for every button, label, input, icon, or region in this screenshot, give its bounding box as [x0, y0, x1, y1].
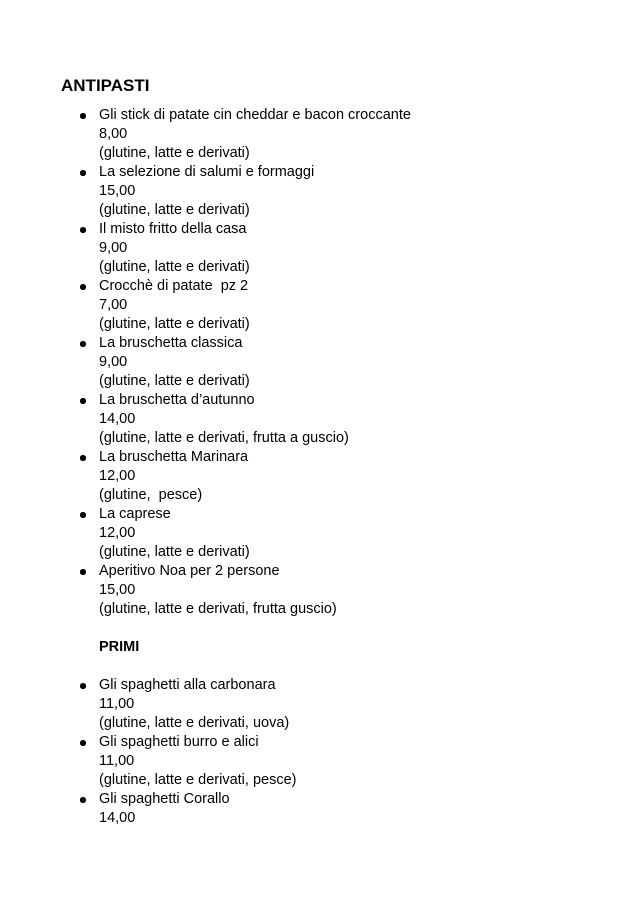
item-price: 8,00 [99, 126, 128, 142]
section-title-antipasti: ANTIPASTI [61, 76, 150, 95]
list-item [0, 220, 640, 277]
list-item [0, 448, 640, 505]
list-item [0, 562, 640, 619]
item-allergens: (glutine, latte e derivati) [99, 202, 250, 218]
item-allergens: (glutine, latte e derivati) [99, 259, 250, 275]
section-title-primi: PRIMI [99, 639, 140, 655]
item-name: La bruschetta d’autunno [99, 392, 255, 408]
list-item [0, 505, 640, 562]
item-allergens: (glutine, latte e derivati) [99, 544, 250, 560]
list-item [0, 733, 640, 790]
item-name: La bruschetta Marinara [99, 449, 249, 465]
bullet-icon [80, 170, 86, 176]
list-item [0, 106, 640, 163]
bullet-icon [80, 683, 86, 689]
item-price: 9,00 [99, 354, 128, 370]
item-name: La caprese [99, 506, 171, 522]
item-name: Gli spaghetti burro e alici [99, 734, 259, 750]
item-name: Crocchè di patate pz 2 [99, 278, 249, 294]
bullet-icon [80, 227, 86, 233]
item-price: 14,00 [99, 810, 136, 826]
bullet-icon [80, 341, 86, 347]
item-allergens: (glutine, latte e derivati, frutta a guscio) [99, 430, 349, 446]
list-item [0, 334, 640, 391]
item-allergens: (glutine, latte e derivati) [99, 145, 250, 161]
item-price: 12,00 [99, 468, 136, 484]
list-item [0, 391, 640, 448]
primi-list [0, 676, 640, 828]
list-item [0, 163, 640, 220]
item-name: La bruschetta classica [99, 335, 243, 351]
item-price: 15,00 [99, 183, 136, 199]
item-price: 9,00 [99, 240, 128, 256]
bullet-icon [80, 398, 86, 404]
item-price: 12,00 [99, 525, 136, 541]
bullet-icon [80, 284, 86, 290]
item-name: La selezione di salumi e formaggi [99, 164, 315, 180]
item-price: 15,00 [99, 582, 136, 598]
item-name: Aperitivo Noa per 2 persone [99, 563, 280, 579]
list-item [0, 277, 640, 334]
item-allergens: (glutine, latte e derivati, frutta guscio) [99, 601, 337, 617]
list-item [0, 790, 640, 828]
item-name: Il misto fritto della casa [99, 221, 247, 237]
item-allergens: (glutine, latte e derivati, pesce) [99, 772, 297, 788]
item-name: Gli stick di patate cin cheddar e bacon croccante [99, 107, 411, 123]
list-item [0, 676, 640, 733]
item-name: Gli spaghetti alla carbonara [99, 677, 276, 693]
bullet-icon [80, 740, 86, 746]
item-price: 11,00 [99, 696, 135, 712]
bullet-icon [80, 512, 86, 518]
bullet-icon [80, 569, 86, 575]
item-allergens: (glutine, latte e derivati) [99, 316, 250, 332]
bullet-icon [80, 113, 86, 119]
antipasti-list [0, 106, 640, 619]
item-allergens: (glutine, pesce) [99, 487, 203, 503]
item-allergens: (glutine, latte e derivati, uova) [99, 715, 290, 731]
item-price: 14,00 [99, 411, 136, 427]
bullet-icon [80, 455, 86, 461]
bullet-icon [80, 797, 86, 803]
item-price: 7,00 [99, 297, 128, 313]
item-name: Gli spaghetti Corallo [99, 791, 230, 807]
item-price: 11,00 [99, 753, 135, 769]
item-allergens: (glutine, latte e derivati) [99, 373, 250, 389]
